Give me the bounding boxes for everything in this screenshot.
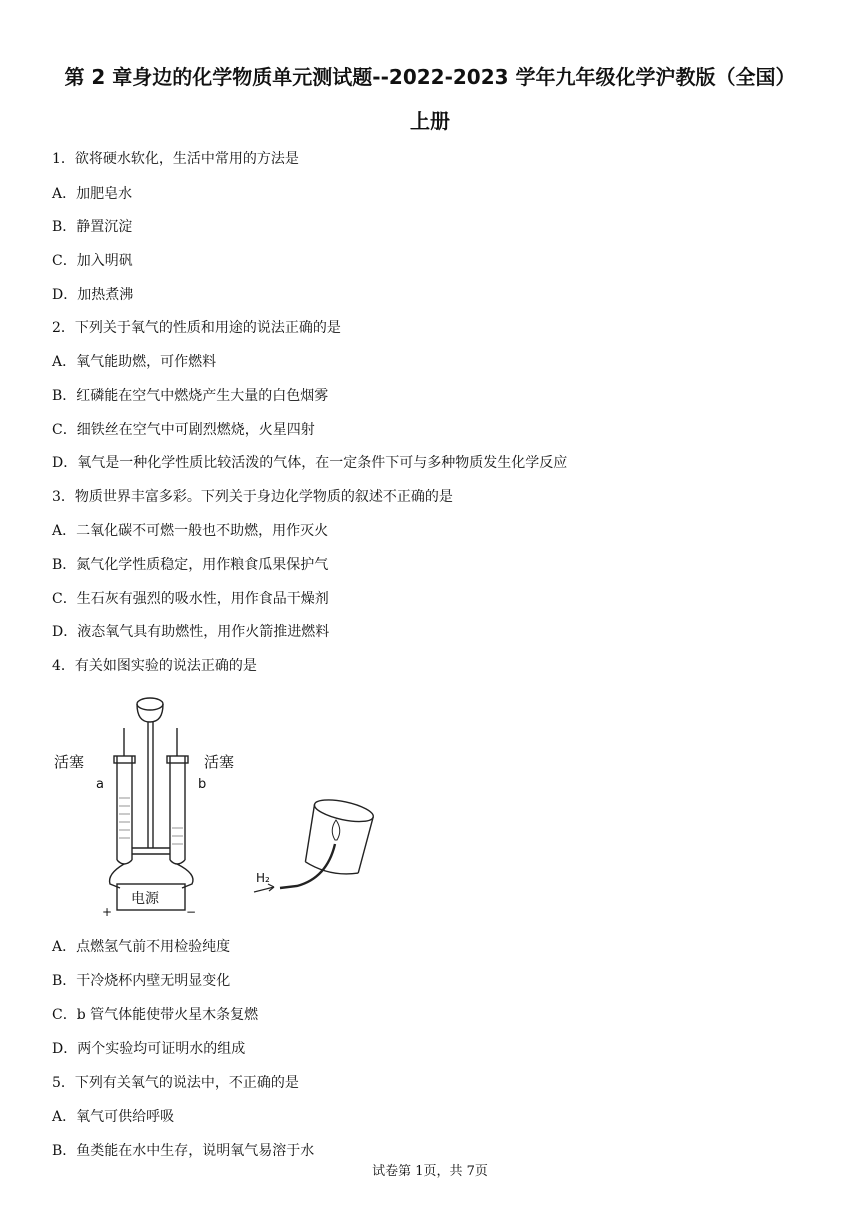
question-3-option-b: B．氮气化学性质稳定，用作粮食瓜果保护气	[52, 557, 329, 573]
question-1-stem: 1．欲将硬水软化，生活中常用的方法是	[52, 151, 299, 167]
page-subtitle: 上册	[410, 109, 450, 133]
question-2-option-b: B．红磷能在空气中燃烧产生大量的白色烟雾	[52, 388, 329, 404]
right-stopcock-label: 活塞	[204, 753, 235, 771]
question-5-stem: 5．下列有关氧气的说法中，不正确的是	[52, 1075, 299, 1091]
question-3-option-a: A．二氧化碳不可燃一般也不助燃，用作灭火	[52, 523, 329, 539]
tube-a-label: a	[96, 777, 104, 792]
question-4-stem: 4．有关如图实验的说法正确的是	[52, 658, 257, 674]
hydrogen-label: H₂	[256, 871, 270, 885]
question-4-option-a: A．点燃氢气前不用检验纯度	[52, 939, 231, 955]
question-4-option-d: D．两个实验均可证明水的组成	[52, 1041, 246, 1057]
question-4-option-c: C．b 管气体能使带火星木条复燃	[52, 1007, 259, 1023]
left-stopcock-label: 活塞	[54, 753, 85, 771]
negative-terminal-label: −	[186, 905, 197, 919]
question-1-option-c: C．加入明矾	[52, 253, 133, 269]
question-3-option-d: D．液态氧气具有助燃性，用作火箭推进燃料	[52, 624, 330, 640]
page-footer: 试卷第 1页，共 7页	[372, 1164, 488, 1179]
question-2-option-c: C．细铁丝在空气中可剧烈燃烧，火星四射	[52, 422, 315, 438]
electrolysis-apparatus	[110, 698, 193, 910]
hydrogen-combustion-apparatus	[254, 796, 375, 892]
tube-b-label: b	[198, 777, 207, 792]
question-1-option-a: A．加肥皂水	[52, 186, 133, 202]
question-3-option-c: C．生石灰有强烈的吸水性，用作食品干燥剂	[52, 591, 329, 607]
question-5-option-a: A．氧气可供给呼吸	[52, 1109, 175, 1125]
question-2-option-a: A．氧气能助燃，可作燃料	[52, 354, 217, 370]
page-title: 第 2 章身边的化学物质单元测试题--2022-2023 学年九年级化学沪教版（全国）	[64, 65, 796, 89]
experiment-figure	[52, 688, 392, 920]
power-source-label: 电源	[131, 891, 159, 907]
question-4-option-b: B．干冷烧杯内壁无明显变化	[52, 973, 231, 989]
question-3-stem: 3．物质世界丰富多彩。下列关于身边化学物质的叙述不正确的是	[52, 489, 453, 505]
question-2-stem: 2．下列关于氧气的性质和用途的说法正确的是	[52, 320, 341, 336]
question-2-option-d: D．氧气是一种化学性质比较活泼的气体，在一定条件下可与多种物质发生化学反应	[52, 455, 568, 471]
question-1-option-d: D．加热煮沸	[52, 287, 134, 303]
question-1-option-b: B．静置沉淀	[52, 219, 133, 235]
question-5-option-b: B．鱼类能在水中生存，说明氧气易溶于水	[52, 1143, 315, 1159]
positive-terminal-label: +	[102, 905, 113, 919]
